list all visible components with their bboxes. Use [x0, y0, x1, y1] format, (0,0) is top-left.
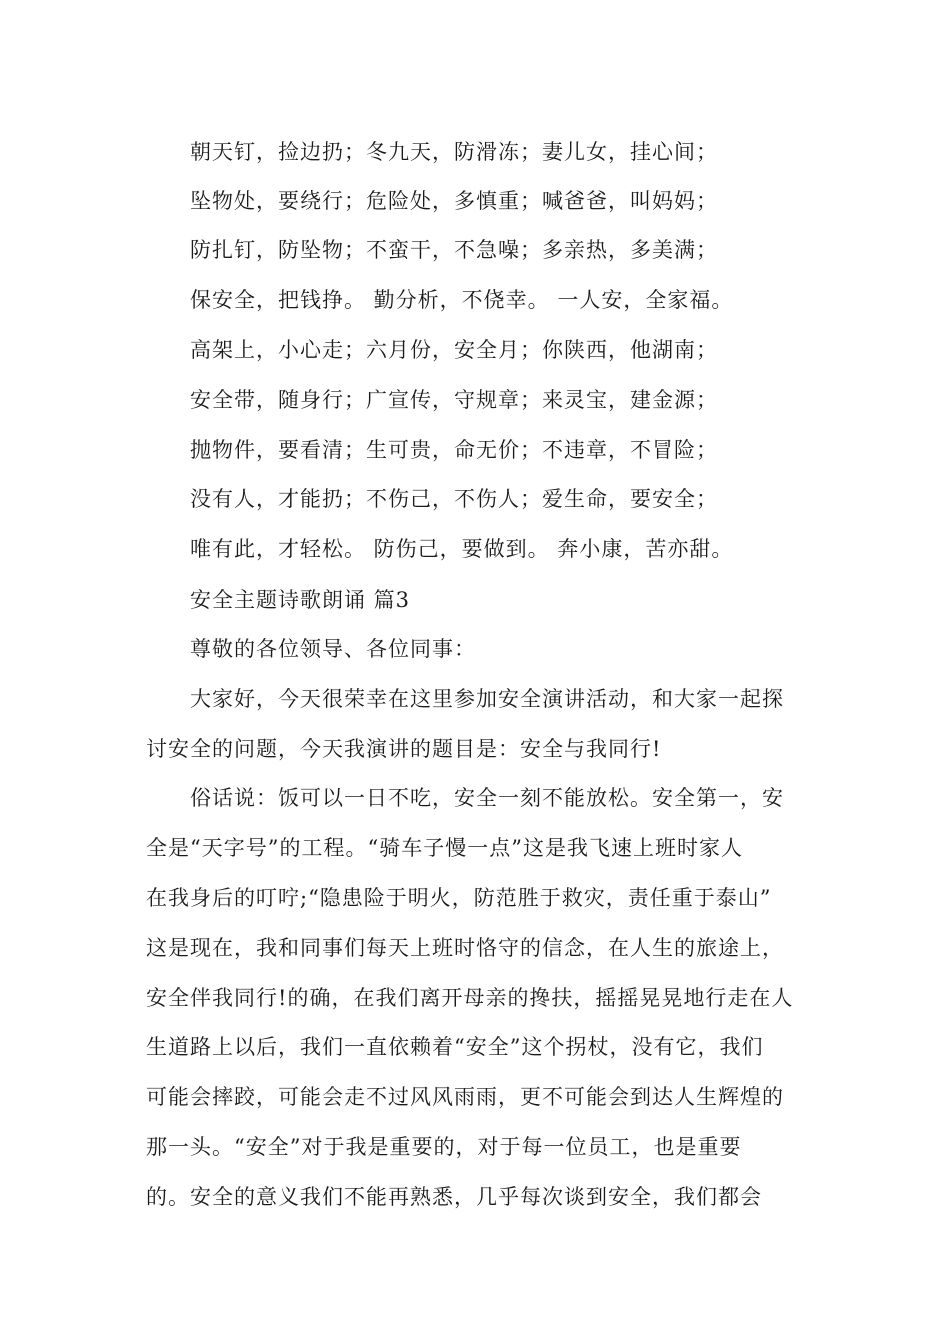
salutation: 尊敬的各位领导、各位同事： — [190, 637, 476, 661]
poem-line: 高架上，小心走；六月份，安全月；你陕西，他湖南； — [190, 338, 718, 362]
poem-line: 朝天钉，捡边扔；冬九天，防滑冻；妻儿女，挂心间； — [190, 140, 718, 164]
paragraph-line: 讨安全的问题，今天我演讲的题目是：安全与我同行! — [146, 737, 662, 761]
paragraph-line: 那一头。“安全”对于我是重要的，对于每一位员工，也是重要 — [146, 1135, 742, 1159]
paragraph-line: 安全伴我同行!的确，在我们离开母亲的搀扶，摇摇晃晃地行走在人 — [146, 986, 794, 1010]
paragraph-line: 的。安全的意义我们不能再熟悉，几乎每次谈到安全，我们都会 — [146, 1185, 762, 1209]
section-title: 安全主题诗歌朗诵 篇3 — [190, 588, 411, 612]
poem-line: 唯有此，才轻松。 防伤己，要做到。 奔小康，苦亦甜。 — [190, 537, 734, 561]
paragraph-line: 俗话说：饭可以一日不吃，安全一刻不能放松。安全第一，安 — [190, 786, 784, 810]
poem-line: 抛物件，要看清；生可贵，命无价；不违章，不冒险； — [190, 438, 718, 462]
paragraph-line: 可能会摔跤，可能会走不过风风雨雨，更不可能会到达人生辉煌的 — [146, 1085, 784, 1109]
paragraph-line: 生道路上以后，我们一直依赖着“安全”这个拐杖，没有它，我们 — [146, 1035, 764, 1059]
paragraph-line: 大家好，今天很荣幸在这里参加安全演讲活动，和大家一起探 — [190, 687, 784, 711]
poem-line: 保安全，把钱挣。 勤分析，不侥幸。 一人安，全家福。 — [190, 288, 734, 312]
poem-line: 安全带，随身行；广宣传，守规章；来灵宝，建金源； — [190, 388, 718, 412]
poem-line: 坠物处，要绕行；危险处，多慎重；喊爸爸，叫妈妈； — [190, 189, 718, 213]
paragraph-line: 全是“天字号”的工程。“骑车子慢一点”这是我飞速上班时家人 — [146, 836, 743, 860]
paragraph-line: 在我身后的叮咛;“隐患险于明火，防范胜于救灾，责任重于泰山” — [146, 886, 772, 910]
paragraph-line: 这是现在，我和同事们每天上班时恪守的信念，在人生的旅途上， — [146, 936, 784, 960]
poem-line: 没有人，才能扔；不伤己，不伤人；爱生命，要安全； — [190, 487, 718, 511]
poem-line: 防扎钉，防坠物；不蛮干，不急噪；多亲热，多美满； — [190, 238, 718, 262]
